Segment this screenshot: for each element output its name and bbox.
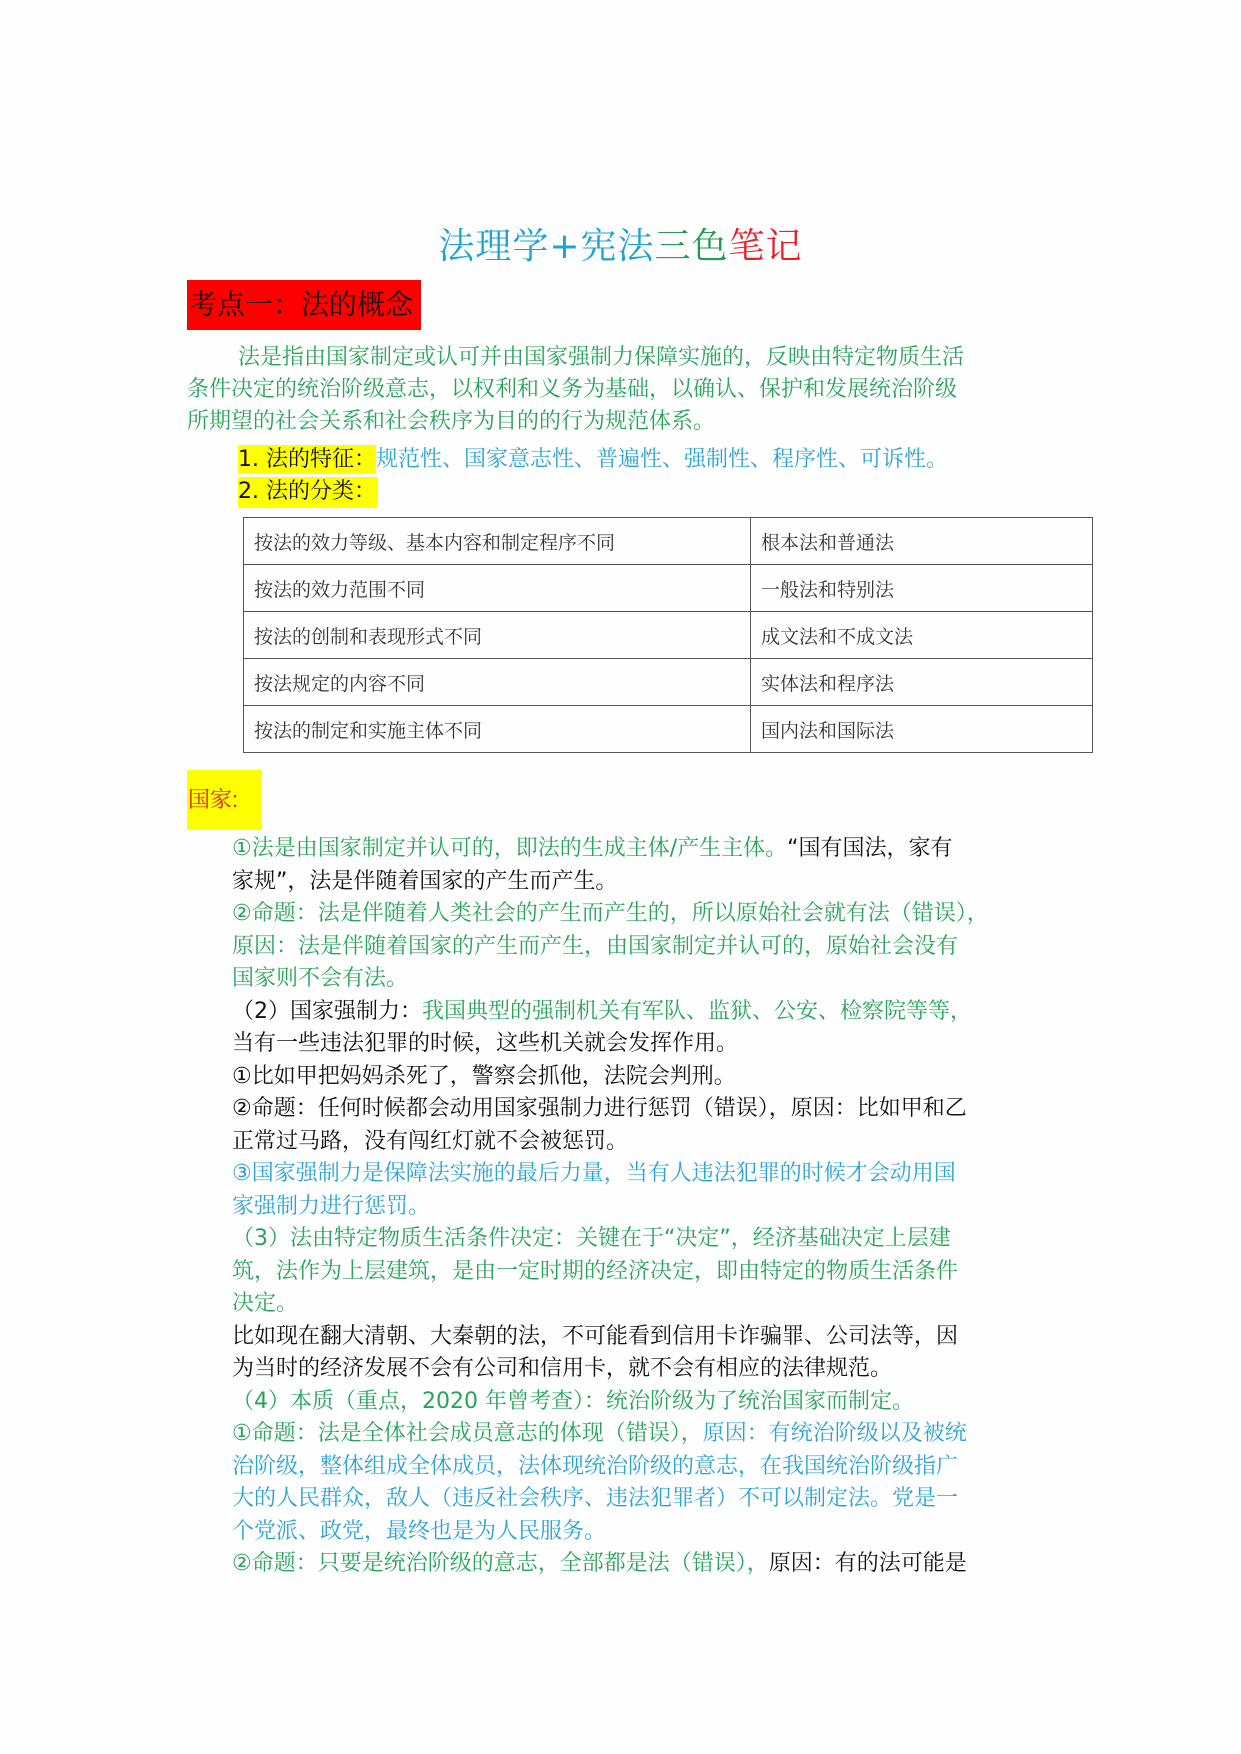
note-line: ①比如甲把妈妈杀死了，警察会抓他，法院会判刑。 <box>232 1063 736 1089</box>
note-line: 国家则不会有法。 <box>232 966 409 991</box>
note-line: 治阶级，整体组成全体成员，法体现统治阶级的意志，在我国统治阶级指广 <box>232 1453 959 1479</box>
page-title <box>0 222 1241 272</box>
note-line: 比如现在翻大清朝、大秦朝的法，不可能看到信用卡诈骗罪、公司法等，因 <box>232 1323 959 1349</box>
note-line: ②命题：只要是统治阶级的意志，全部都是法（错误），原因：有的法可能是 <box>232 1551 967 1576</box>
features-value: 规范性、国家意志性、普遍性、强制性、程序性、可诉性。 <box>375 447 948 472</box>
table-cell-types: 根本法和普通法 <box>751 518 1093 565</box>
state-notes <box>232 833 1062 1581</box>
law-classification <box>238 476 378 508</box>
note-line: ①法是由国家制定并认可的，即法的生成主体/产生主体。“国有国法，家有 <box>232 836 953 861</box>
table-cell-basis: 按法的制定和实施主体不同 <box>244 706 751 753</box>
note-line: （3）法由特定物质生活条件决定：关键在于“决定”，经济基础决定上层建 <box>232 1226 951 1251</box>
note-line: 决定。 <box>232 1291 299 1316</box>
table-cell-basis: 按法规定的内容不同 <box>244 659 751 706</box>
note-line: 筑，法作为上层建筑，是由一定时期的经济决定，即由特定的物质生活条件 <box>232 1258 959 1284</box>
note-line: 家规”，法是伴随着国家的产生而产生。 <box>232 868 618 894</box>
note-line: 原因：法是伴随着国家的产生而产生，由国家制定并认可的，原始社会没有 <box>232 933 959 959</box>
note-line: 大的人民群众，敌人（违反社会秩序、违法犯罪者）不可以制定法。党是一 <box>232 1486 959 1511</box>
section-heading-concept: 考点一：法的概念 <box>187 280 421 330</box>
note-line: （4）本质（重点，2020 年曾考查）：统治阶级为了统治国家而制定。 <box>232 1388 914 1414</box>
table-row <box>244 706 1093 753</box>
table-cell-types: 一般法和特别法 <box>751 565 1093 612</box>
table-cell-basis: 按法的创制和表现形式不同 <box>244 612 751 659</box>
note-line: ③国家强制力是保障法实施的最后力量，当有人违法犯罪的时候才会动用国 <box>232 1161 956 1186</box>
note-line: 正常过马路，没有闯红灯就不会被惩罚。 <box>232 1128 629 1154</box>
note-line: ②命题：法是伴随着人类社会的产生而产生的，所以原始社会就有法（错误）， <box>232 901 989 926</box>
note-line: 为当时的经济发展不会有公司和信用卡，就不会有相应的法律规范。 <box>232 1356 893 1381</box>
note-line: 家强制力进行惩罚。 <box>232 1193 431 1219</box>
law-features <box>238 444 948 476</box>
definition-line-2: 条件决定的统治阶级意志，以权利和义务为基础，以确认、保护和发展统治阶级 <box>187 377 958 402</box>
table-cell-types: 实体法和程序法 <box>751 659 1093 706</box>
table-row <box>244 518 1093 565</box>
definition-line-1: 法是指由国家制定或认可并由国家强制力保障实施的，反映由特定物质生活 <box>238 345 965 370</box>
table-row <box>244 565 1093 612</box>
note-line: ②命题：任何时候都会动用国家强制力进行惩罚（错误），原因：比如甲和乙 <box>232 1096 967 1121</box>
table-cell-types: 国内法和国际法 <box>751 706 1093 753</box>
definition-line-3: 所期望的社会关系和社会秩序为目的的行为规范体系。 <box>187 409 716 434</box>
state-label: 国家: <box>187 770 262 830</box>
table-cell-basis: 按法的效力等级、基本内容和制定程序不同 <box>244 518 751 565</box>
note-line: 个党派、政党，最终也是为人民服务。 <box>232 1518 607 1544</box>
note-line: ①命题：法是全体社会成员意志的体现（错误），原因：有统治阶级以及被统 <box>232 1421 967 1446</box>
note-line: 当有一些违法犯罪的时候，这些机关就会发挥作用。 <box>232 1031 739 1056</box>
classification-table <box>243 517 1093 753</box>
table-cell-types: 成文法和不成文法 <box>751 612 1093 659</box>
table-cell-basis: 按法的效力范围不同 <box>244 565 751 612</box>
features-label: 1. 法的特征： <box>238 447 376 472</box>
title-part-three-color: 三色 <box>654 226 729 267</box>
table-row <box>244 659 1093 706</box>
title-part-notes: 笔记 <box>728 226 803 267</box>
classification-label: 2. 法的分类： <box>238 477 378 508</box>
table-row <box>244 612 1093 659</box>
title-part-subject: 法理学+宪法 <box>438 226 655 267</box>
note-line: （2）国家强制力：我国典型的强制机关有军队、监狱、公安、检察院等等， <box>232 998 973 1024</box>
